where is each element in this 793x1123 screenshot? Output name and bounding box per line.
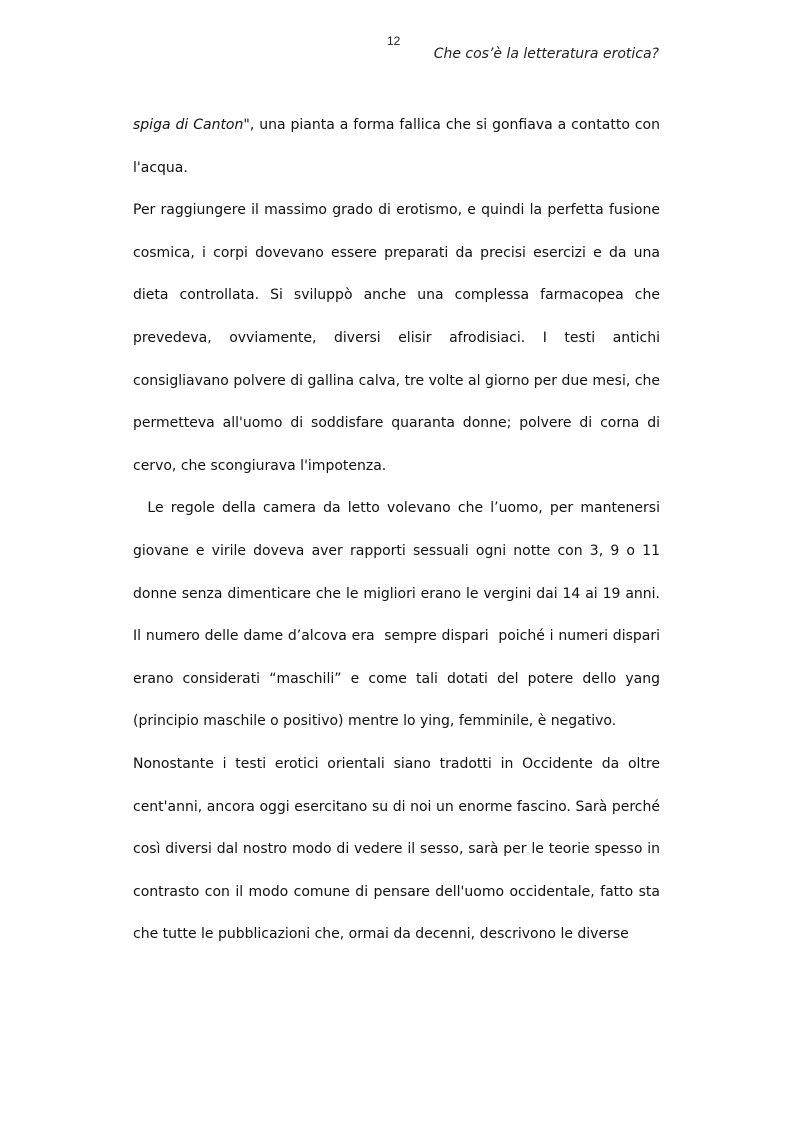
running-title: Che cos’è la letteratura erotica?	[433, 46, 659, 62]
body-text	[133, 104, 665, 956]
paragraph-2: Per raggiungere il massimo grado di erotismo, e quindi la perfetta fusione cosmica, i corpi dovevano essere preparati da precisi esercizi e da una dieta controllata. Si sviluppò anche una complessa farmacopea che prevedeva, ovviamente, diversi elisir afrodisiaci. I testi antichi consigliavano polvere di gallina calva, tre volte al giorno per due mesi, che permetteva all'uomo di soddisfare quaranta donne; polvere di corna di cervo, che scongiurava l'impotenza.	[133, 202, 660, 474]
italic-term: spiga di Canton	[133, 117, 244, 133]
paragraph-4: Nonostante i testi erotici orientali siano tradotti in Occidente da oltre cent'anni, ancora oggi esercitano su di noi un enorme fascino. Sarà perché così diversi dal nostro modo di vedere il sesso, sarà per le teorie spesso in contrasto con il modo comune di pensare dell'uomo occidentale, fatto sta che tutte le pubblicazioni che, ormai da decenni, descrivono le diverse	[133, 755, 660, 943]
paragraph-3: Le regole della camera da letto volevano che l’uomo, per mantenersi giovane e virile doveva aver rapporti sessuali ogni notte con 3, 9 o 11 donne senza dimenticare che le migliori erano le vergini dai 14 ai 19 anni. Il numero delle dame d’alcova era sempre dispari poiché i numeri dispari erano considerati “maschili” e come tali dotati del potere dello yang (principio maschile o positivo) mentre lo ying, femminile, è negativo.	[133, 500, 665, 730]
paragraph-1-text: ", una pianta a forma fallica che si gonfiava a contatto con l'acqua.	[133, 117, 660, 176]
paragraph-1	[133, 104, 660, 189]
page-number: 12	[387, 34, 401, 48]
